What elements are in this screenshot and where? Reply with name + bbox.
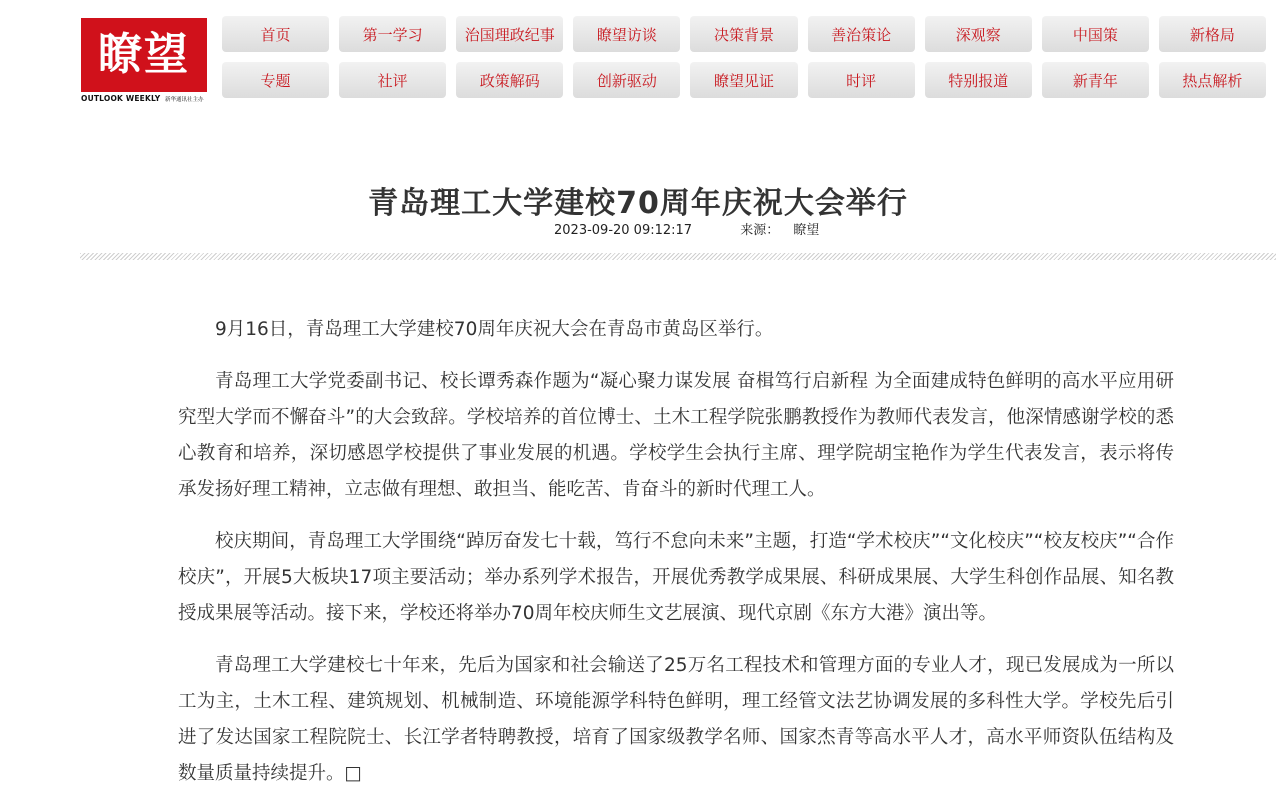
nav-item[interactable]: 首页 xyxy=(222,16,329,52)
nav-item[interactable]: 特别报道 xyxy=(925,62,1032,98)
article-body xyxy=(178,312,1174,808)
source-label: 来源： xyxy=(740,223,780,238)
article-paragraph: 9月16日，青岛理工大学建校70周年庆祝大会在青岛市黄岛区举行。 xyxy=(215,319,774,340)
nav-item[interactable]: 时评 xyxy=(808,62,915,98)
nav-item[interactable]: 创新驱动 xyxy=(573,62,680,98)
site-logo[interactable] xyxy=(81,18,207,104)
logo-badge xyxy=(81,18,207,92)
article-paragraph: 青岛理工大学建校七十年来，先后为国家和社会输送了25万名工程技术和管理方面的专业人才，现已发展成为一所以工为主，土木工程、建筑规划、机械制造、环境能源学科特色鲜明，理工经管文法艺协调发展的多科性大学。学校先后引进了发达国家工程院院士、长江学者特聘教授，培育了国家级教学名师、国家杰青等高水平人才，高水平师资队伍结构及数量质量持续提升。□ xyxy=(178,655,1174,784)
logo-subtitle: 新华通讯社主办 xyxy=(165,97,204,103)
nav-item[interactable]: 专题 xyxy=(222,62,329,98)
nav-item[interactable]: 瞭望见证 xyxy=(690,62,797,98)
article-meta xyxy=(554,219,819,238)
nav-item[interactable]: 中国策 xyxy=(1042,16,1149,52)
nav-item[interactable]: 深观察 xyxy=(925,16,1032,52)
nav-item[interactable]: 治国理政纪事 xyxy=(456,16,563,52)
nav-item[interactable]: 第一学习 xyxy=(339,16,446,52)
nav-item[interactable]: 新青年 xyxy=(1042,62,1149,98)
nav-item[interactable]: 善治策论 xyxy=(808,16,915,52)
article-paragraph: 校庆期间，青岛理工大学围绕“踔厉奋发七十载，笃行不怠向未来”主题，打造“学术校庆”“文化校庆”“校友校庆”“合作校庆”，开展5大板块17项主要活动；举办系列学术报告，开展优秀教学成果展、科研成果展、大学生科创作品展、知名教授成果展等活动。接下来，学校还将举办70周年校庆师生文艺展演、现代京剧《东方大港》演出等。 xyxy=(178,531,1174,624)
nav-item[interactable]: 社评 xyxy=(339,62,446,98)
article-paragraph: 青岛理工大学党委副书记、校长谭秀森作题为“凝心聚力谋发展 奋楫笃行启新程 为全面建成特色鲜明的高水平应用研究型大学而不懈奋斗”的大会致辞。学校培养的首位博士、土木工程学院张鹏教授作为教师代表发言，他深情感谢学校的悉心教育和培养，深切感恩学校提供了事业发展的机遇。学校学生会执行主席、理学院胡宝艳作为学生代表发言，表示将传承发扬好理工精神，立志做有理想、敢担当、能吃苦、肯奋斗的新时代理工人。 xyxy=(178,371,1174,500)
article-title: 青岛理工大学建校70周年庆祝大会举行 xyxy=(368,186,908,222)
nav-item[interactable]: 政策解码 xyxy=(456,62,563,98)
title-divider xyxy=(80,253,1276,260)
publish-datetime: 2023-09-20 09:12:17 xyxy=(554,223,693,238)
logo-main-text: 瞭望 xyxy=(98,29,190,80)
nav-item[interactable]: 决策背景 xyxy=(690,16,797,52)
logo-english-text: OUTLOOK WEEKLY xyxy=(81,94,161,103)
nav-item[interactable]: 新格局 xyxy=(1159,16,1266,52)
nav-row-2 xyxy=(222,62,1276,98)
nav-item[interactable]: 热点解析 xyxy=(1159,62,1266,98)
source-name: 瞭望 xyxy=(793,223,820,238)
nav-row-1 xyxy=(222,16,1276,52)
main-nav xyxy=(222,16,1276,108)
nav-item[interactable]: 瞭望访谈 xyxy=(573,16,680,52)
